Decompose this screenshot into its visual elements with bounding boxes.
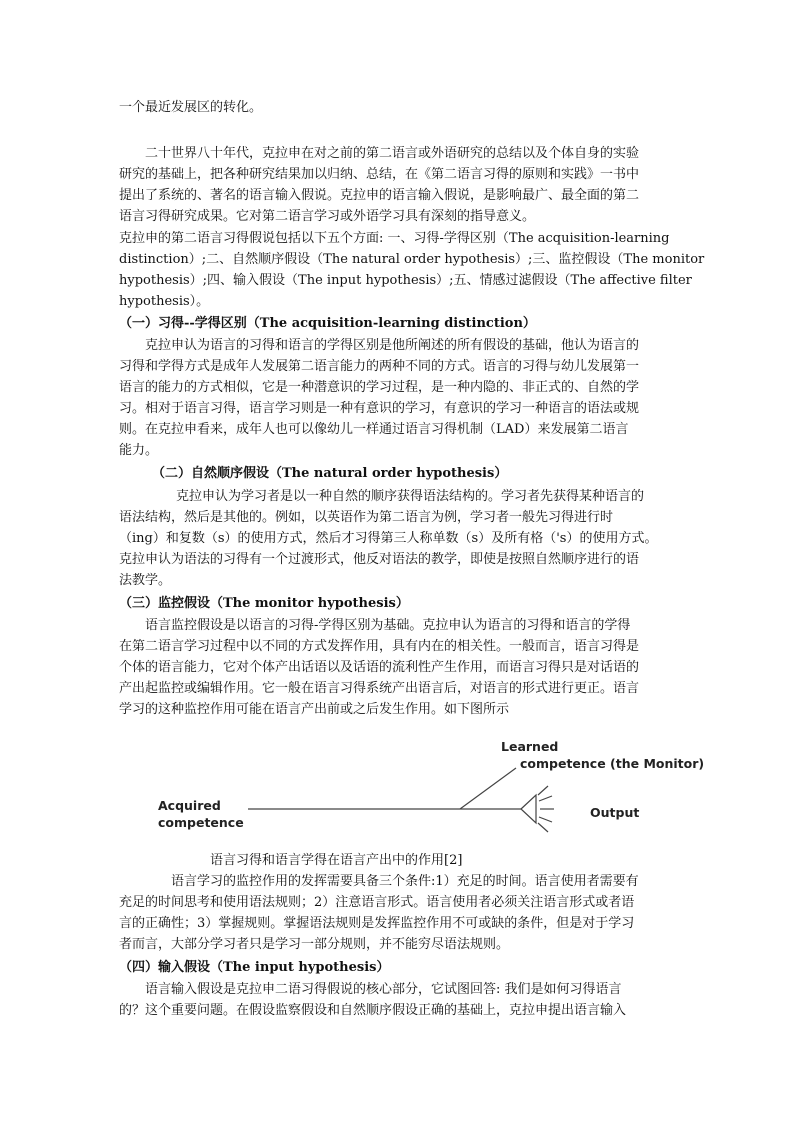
text-line: 在第二语言学习过程中以不同的方式发挥作用，具有内在的相关性。一般而言，语言习得是 [119,639,640,654]
text-line: 言的正确性；3）掌握规则。掌握语法规则是发挥监控作用不可或缺的条件，但是对于学习 [119,916,635,931]
text-line: 语言输入假设是克拉申二语习得假说的核心部分，它试图回答: 我们是如何习得语言 [119,982,622,997]
text-line: 习。相对于语言习得，语言学习则是一种有意识的学习，有意识的学习一种语言的语法或规 [119,401,640,416]
text-line: 学习的这种监控作用可能在语言产出前或之后发生作用。如下图所示 [119,702,510,717]
text-line: 法教学。 [119,573,172,588]
text-line: distinction）;二、自然顺序假设（The natural order hypothesis）;三、监控假设（The monitor [119,252,705,267]
learned-label: competence (the Monitor) [520,756,705,771]
diagram-ray [539,817,552,822]
text-line: 习得和学得方式是成年人发展第二语言能力的两种不同的方式。语言的习得与幼儿发展第一 [119,359,640,374]
diagram-ray [538,786,548,795]
text-line: 语言学习的监控作用的发挥需要具备三个条件:1）充足的时间。语言使用者需要有 [119,874,639,889]
text-line: 语言的能力的方式相似，它是一种潜意识的学习过程，是一种内隐的、非正式的、自然的学 [119,380,640,395]
text-line: 一个最近发展区的转化。 [119,100,263,115]
text-line: 克拉申认为语言的习得和语言的学得区别是他所阐述的所有假设的基础，他认为语言的 [119,338,640,353]
monitor-model-diagram [0,733,794,848]
text-line: 能力。 [119,443,159,458]
acquired-label: Acquired [158,798,221,813]
text-line: 克拉申认为学习者是以一种自然的顺序获得语法结构的。学习者先获得某种语言的 [150,489,645,504]
diagram-ray [539,796,552,801]
section-heading: （二）自然顺序假设（The natural order hypothesis） [152,466,508,481]
text-line: （ing）和复数（s）的使用方式，然后才习得第三人称单数（s）及所有格（'s）的使用方式。 [119,531,658,546]
text-line: 则。在克拉申看来，成年人也可以像幼儿一样通过语言习得机制（LAD）来发展第二语言 [119,422,629,437]
text-line: 研究的基础上，把各种研究结果加以归纳、总结，在《第二语言习得的原则和实践》一书中 [119,167,640,182]
text-line: 提出了系统的、著名的语言输入假说。克拉申的语言输入假说，是影响最广、最全面的第二 [119,188,640,203]
section-heading: （三）监控假设（The monitor hypothesis） [119,596,409,611]
text-line: hypothesis）。 [119,294,210,309]
section-heading: （四）输入假设（The input hypothesis） [119,960,390,975]
figure-caption: 语言习得和语言学得在语言产出中的作用[2] [210,853,463,868]
learned-label: Learned [501,739,559,754]
section-heading: （一）习得--学得区别（The acquisition-learning distinction） [119,316,536,331]
output-label: Output [590,805,640,820]
text-line: 克拉申认为语法的习得有一个过渡形式，他反对语法的教学，即使是按照自然顺序进行的语 [119,552,640,567]
text-line: 语言习得研究成果。它对第二语言学习或外语学习具有深刻的指导意义。 [119,209,536,224]
text-line: 个体的语言能力，它对个体产出话语以及话语的流利性产生作用，而语言习得只是对话语的 [119,660,640,675]
text-line: hypothesis）;四、输入假设（The input hypothesis）;五、情感过滤假设（The affective filter [119,273,692,288]
text-line: 语法结构，然后是其他的。例如，以英语作为第二语言为例，学习者一般先习得进行时 [119,510,614,525]
diagram-output-triangle [521,795,536,823]
text-line: 二十世界八十年代，克拉申在对之前的第二语言或外语研究的总结以及个体自身的实验 [119,146,640,161]
text-line: 者而言，大部分学习者只是学习一部分规则，并不能穷尽语法规则。 [119,937,510,952]
text-line: 语言监控假设是以语言的习得-学得区别为基础。克拉申认为语言的习得和语言的学得 [119,618,631,633]
text-line: 充足的时间思考和使用语法规则；2）注意语言形式。语言使用者必须关注语言形式或者语 [119,895,635,910]
acquired-label: competence [158,815,244,830]
text-line: 产出起监控或编辑作用。它一般在语言习得系统产出语言后，对语言的形式进行更正。语言 [119,681,640,696]
text-line: 克拉申的第二语言习得假说包括以下五个方面: 一、习得-学得区别（The acquisition-learning [119,231,670,246]
diagram-monitor-line [460,768,516,809]
diagram-ray [538,823,548,832]
text-line: 的？这个重要问题。在假设监察假设和自然顺序假设正确的基础上，克拉申提出语言输入 [119,1003,627,1018]
